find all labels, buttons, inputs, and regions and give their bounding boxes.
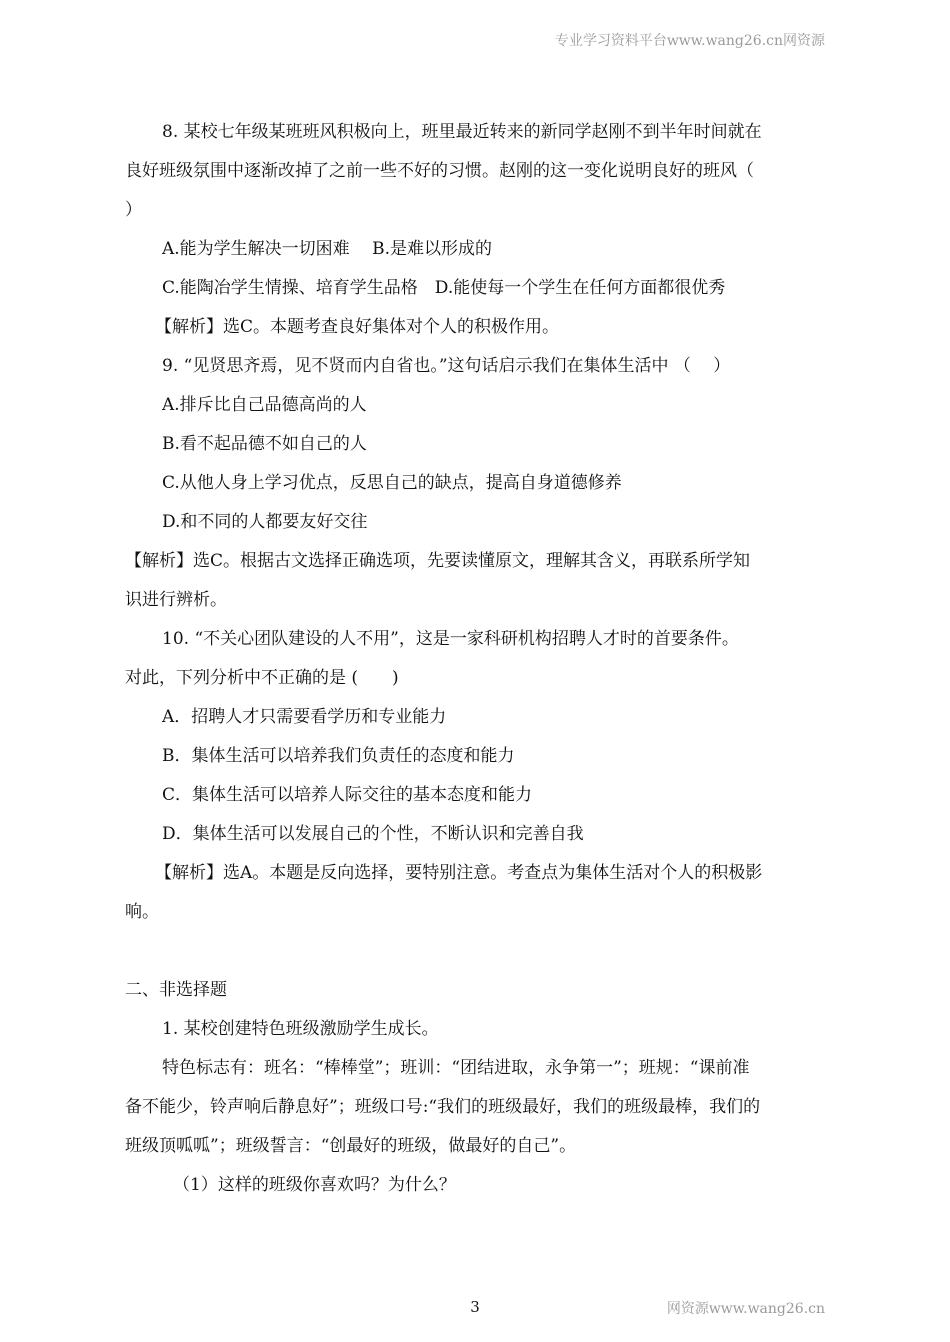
- q9-analysis-line2: 识进行辨析。: [125, 590, 227, 610]
- s2-q1-stem: 1. 某校创建特色班级激励学生成长。: [162, 1019, 439, 1039]
- s2-q1-text-line2: 备不能少，铃声响后静息好”；班级口号:“我们的班级最好，我们的班级最棒，我们的: [125, 1097, 761, 1117]
- q8-stem-line3: ）: [125, 200, 142, 220]
- q9-option-a: A.排斥比自己品德高尚的人: [162, 395, 367, 415]
- page-number: 3: [470, 1298, 480, 1316]
- s2-q1-subquestion-1: （1）这样的班级你喜欢吗？为什么？: [173, 1175, 456, 1195]
- q9-stem: 9. “见贤思齐焉，见不贤而内自省也。”这句话启示我们在集体生活中 （ ）: [162, 356, 731, 376]
- section2-title: 二、非选择题: [125, 980, 227, 1000]
- q10-analysis-line2: 响。: [125, 902, 159, 922]
- q10-option-c: C．集体生活可以培养人际交往的基本态度和能力: [162, 785, 533, 805]
- q9-option-c: C.从他人身上学习优点，反思自己的缺点，提高自身道德修养: [162, 473, 622, 493]
- q10-stem-line2: 对此，下列分析中不正确的是 ( ): [125, 668, 399, 688]
- s2-q1-text-line3: 班级顶呱呱”；班级誓言：“创最好的班级，做最好的自己”。: [125, 1136, 577, 1156]
- q8-option-ab: A.能为学生解决一切困难 B.是难以形成的: [162, 239, 492, 259]
- q10-option-b: B．集体生活可以培养我们负责任的态度和能力: [162, 746, 515, 766]
- s2-q1-text-line1: 特色标志有：班名：“棒棒堂”；班训：“团结进取，永争第一”；班规：“课前准: [162, 1058, 750, 1078]
- footer-watermark: 网资源www.wang26.cn: [666, 1301, 825, 1317]
- q9-option-d: D.和不同的人都要友好交往: [162, 512, 368, 532]
- q8-option-cd: C.能陶冶学生情操、培育学生品格 D.能使每一个学生在任何方面都很优秀: [162, 278, 726, 298]
- q10-stem-line1: 10. “不关心团队建设的人不用”，这是一家科研机构招聘人才时的首要条件。: [162, 629, 739, 649]
- section-spacer: [125, 932, 827, 971]
- document-body: [125, 113, 827, 1205]
- q8-analysis: 【解析】选C。本题考查良好集体对个人的积极作用。: [155, 317, 560, 337]
- q9-analysis-line1: 【解析】选C。根据古文选择正确选项，先要读懂原文，理解其含义，再联系所学知: [125, 551, 751, 571]
- q10-option-a: A．招聘人才只需要看学历和专业能力: [162, 707, 447, 727]
- q9-option-b: B.看不起品德不如自己的人: [162, 434, 367, 454]
- q8-stem-line2: 良好班级氛围中逐渐改掉了之前一些不好的习惯。赵刚的这一变化说明良好的班风（: [125, 161, 754, 181]
- q8-stem-line1: 8. 某校七年级某班班风积极向上，班里最近转来的新同学赵刚不到半年时间就在: [162, 122, 762, 142]
- header-watermark: 专业学习资料平台www.wang26.cn网资源: [554, 33, 825, 49]
- q10-analysis-line1: 【解析】选A。本题是反向选择，要特别注意。考查点为集体生活对个人的积极影: [155, 863, 763, 883]
- q10-option-d: D．集体生活可以发展自己的个性，不断认识和完善自我: [162, 824, 584, 844]
